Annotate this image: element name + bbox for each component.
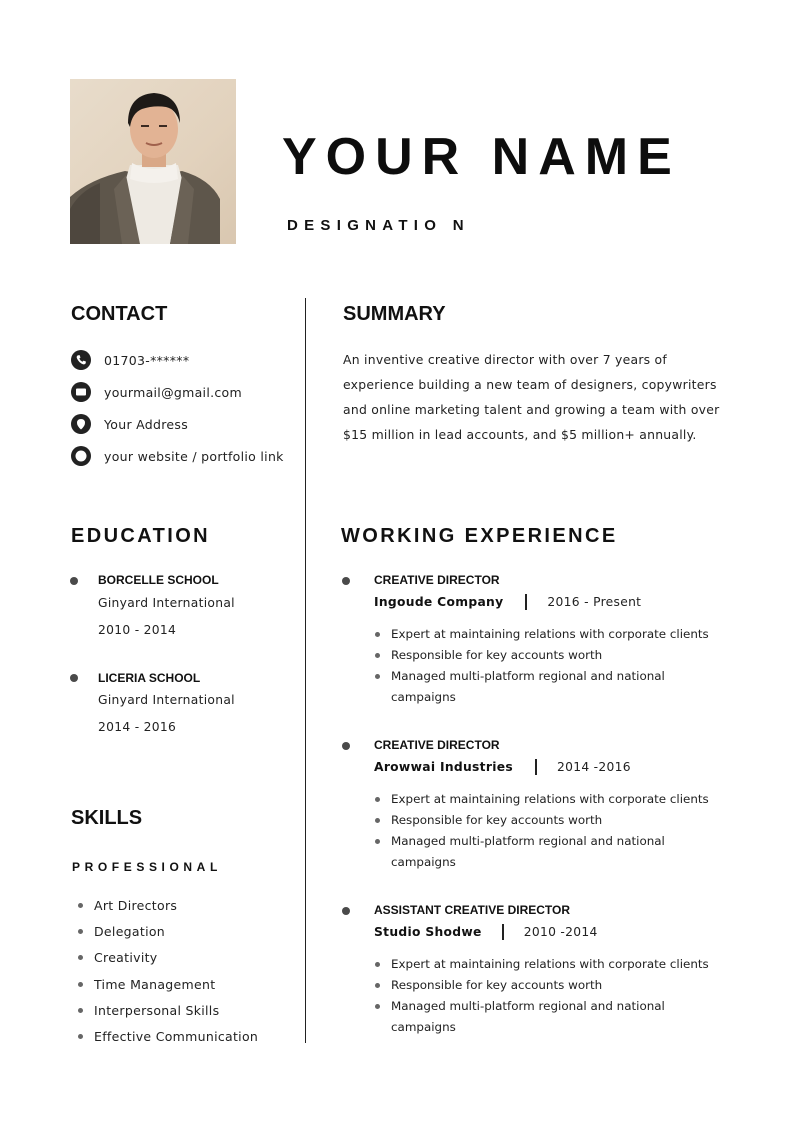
bullet-item: Expert at maintaining relations with corporate clients	[375, 624, 725, 645]
skill-item: Effective Communication	[78, 1027, 258, 1045]
summary-text: An inventive creative director with over 7 years of experience building a new team of designers, copywriters and online marketing talent and growing a team with over $15 million in lead accounts, and $5 million+ annually.	[343, 352, 720, 442]
job-bullet-icon	[342, 577, 350, 585]
bullet-icon	[78, 929, 83, 934]
person-portrait-icon	[70, 79, 236, 244]
company-name: Ingoude Company	[374, 595, 504, 609]
bullet-item: Responsible for key accounts worth	[375, 645, 725, 666]
school-years: 2010 - 2014	[98, 623, 177, 637]
education-heading: EDUCATION	[71, 525, 211, 547]
contact-phone	[71, 350, 189, 370]
skill-item: Time Management	[78, 975, 215, 993]
bullet-icon	[375, 983, 380, 988]
skills-heading: SKILLS	[71, 807, 143, 829]
bullet-icon	[375, 839, 380, 844]
bullet-icon	[78, 1008, 83, 1013]
bullet-icon	[78, 955, 83, 960]
job-dates: 2016 - Present	[547, 595, 642, 609]
bullet-icon	[375, 674, 380, 679]
job-title: CREATIVE DIRECTOR	[374, 573, 500, 587]
designation: DESIGNATIO N	[287, 217, 470, 234]
job-dates: 2010 -2014	[523, 925, 598, 939]
phone-icon	[71, 350, 91, 370]
bullet-item: Managed multi-platform regional and national campaigns	[375, 996, 675, 1038]
bullet-icon	[375, 818, 380, 823]
company-name: Studio Shodwe	[374, 925, 482, 939]
school-name: LICERIA SCHOOL	[98, 671, 201, 685]
skill-item: Interpersonal Skills	[78, 1001, 219, 1019]
contact-heading: CONTACT	[71, 303, 168, 325]
bullet-icon	[78, 1034, 83, 1039]
skill-item: Creativity	[78, 948, 158, 966]
bullet-icon	[78, 903, 83, 908]
contact-email	[71, 382, 242, 402]
separator	[535, 759, 537, 775]
job-title: CREATIVE DIRECTOR	[374, 738, 500, 752]
education-bullet-icon	[70, 674, 78, 682]
job-bullet-icon	[342, 742, 350, 750]
full-name: YOUR NAME	[282, 128, 681, 186]
globe-icon	[71, 446, 91, 466]
job-company-line	[374, 924, 598, 940]
job-bullets	[375, 789, 725, 873]
separator	[525, 594, 527, 610]
bullet-icon	[375, 962, 380, 967]
school-institution: Ginyard International	[98, 596, 235, 610]
skill-item: Art Directors	[78, 896, 177, 914]
contact-website	[71, 446, 284, 466]
phone-number: 01703-******	[104, 352, 190, 368]
skill-item: Delegation	[78, 922, 165, 940]
skills-subheading: PROFESSIONAL	[72, 860, 222, 874]
contact-address	[71, 414, 188, 434]
email-icon	[71, 382, 91, 402]
column-divider	[305, 298, 306, 1043]
email-address[interactable]: yourmail@gmail.com	[104, 384, 242, 400]
profile-photo	[70, 79, 236, 244]
website-link[interactable]: your website / portfolio link	[104, 448, 284, 464]
bullet-item: Responsible for key accounts worth	[375, 975, 725, 996]
bullet-item: Responsible for key accounts worth	[375, 810, 725, 831]
school-name: BORCELLE SCHOOL	[98, 573, 219, 587]
bullet-icon	[375, 653, 380, 658]
bullet-icon	[375, 797, 380, 802]
bullet-icon	[78, 982, 83, 987]
job-dates: 2014 -2016	[556, 760, 631, 774]
bullet-item: Expert at maintaining relations with corporate clients	[375, 789, 725, 810]
job-bullets	[375, 624, 725, 708]
education-bullet-icon	[70, 577, 78, 585]
school-years: 2014 - 2016	[98, 720, 177, 734]
location-icon	[71, 414, 91, 434]
address: Your Address	[104, 416, 189, 432]
job-bullets	[375, 954, 725, 1038]
job-company-line	[374, 759, 631, 775]
bullet-item: Managed multi-platform regional and national campaigns	[375, 831, 675, 873]
summary-heading: SUMMARY	[343, 303, 446, 325]
experience-heading: WORKING EXPERIENCE	[341, 525, 618, 547]
job-bullet-icon	[342, 907, 350, 915]
separator	[502, 924, 504, 940]
job-company-line	[374, 594, 641, 610]
company-name: Arowwai Industries	[374, 760, 513, 774]
bullet-item: Managed multi-platform regional and national campaigns	[375, 666, 675, 708]
bullet-icon	[375, 632, 380, 637]
bullet-item: Expert at maintaining relations with corporate clients	[375, 954, 725, 975]
job-title: ASSISTANT CREATIVE DIRECTOR	[374, 903, 571, 917]
bullet-icon	[375, 1004, 380, 1009]
school-institution: Ginyard International	[98, 693, 235, 707]
